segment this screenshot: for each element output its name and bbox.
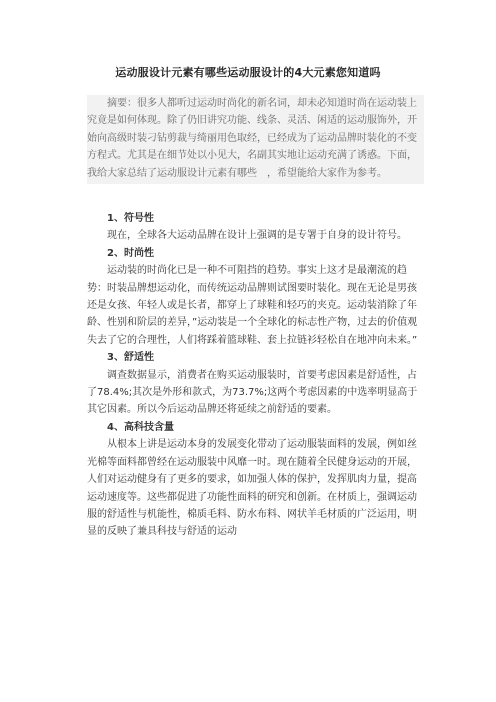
section-heading: 3、舒适性 [107,352,154,364]
section-heading: 2、时尚性 [107,247,154,259]
section-paragraph: 运动装的时尚化已是一种不可阻挡的趋势。事实上这才是最潮流的趋势：时装品牌想运动化，而传统运动品牌则试图要时装化。现在无论是男孩还是女孩、年轻人或是长者，都穿上了球鞋和轻巧的夹克。运动装消除了年龄、性别和阶层的差异，”运动装是一个全球化的标志性产物，过去的价值观失去了它的合理性，人们将踩着篮球鞋、套上拉链衫轻松自在地冲向未来。” [87,265,418,346]
abstract-box: 摘要：很多人都听过运动时尚化的新名词，却未必知道时尚在运动装上究竟是如何体现。除了仍旧讲究功能、线条、灵活、闲适的运动服饰外，开始向高级时装刁钻剪裁与绮丽用色取经，已经成为了运动品牌时装化的不变方程式。尤其是在细节处以小见大，名副其实地让运动充满了诱惑。下面，我给大家总结了运动服设计元素有哪些 ，希望能给大家作为参考。 [87,95,424,184]
section-paragraph: 现在，全球各大运动品牌在设计上强调的是专署于自身的设计符号。 [107,230,407,242]
section-heading: 1、符号性 [107,213,154,224]
section-heading: 4、高科技含量 [107,421,174,433]
document-body [87,210,424,541]
document-title: 运动服设计元素有哪些运动服设计的4大元素您知道吗 [115,66,381,79]
section-paragraph: 从根本上讲是运动本身的发展变化带动了运动服装面料的发展，例如丝光棉等面料都曾经在运动服装中风靡一时。现在随着全民健身运动的开展，人们对运动健身有了更多的要求，如加强人体的保护，发挥肌肉力量，提高运动速度等。这些都促进了功能性面料的研究和创新。在材质上，强调运动服的舒适性与机能性，棉质毛料、防水布料、网状羊毛材质的广泛运用，明显的反映了兼具科技与舒适的运动 [87,439,417,538]
section-paragraph: 调查数据显示，消费者在购买运动服装时，首要考虑因素是舒适性，占了78.4%;其次是外形和款式，为73.7%;这两个考虑因素的中选率明显高于其它因素。所以今后运动品牌还将延续之前舒适的要素。 [87,369,418,416]
